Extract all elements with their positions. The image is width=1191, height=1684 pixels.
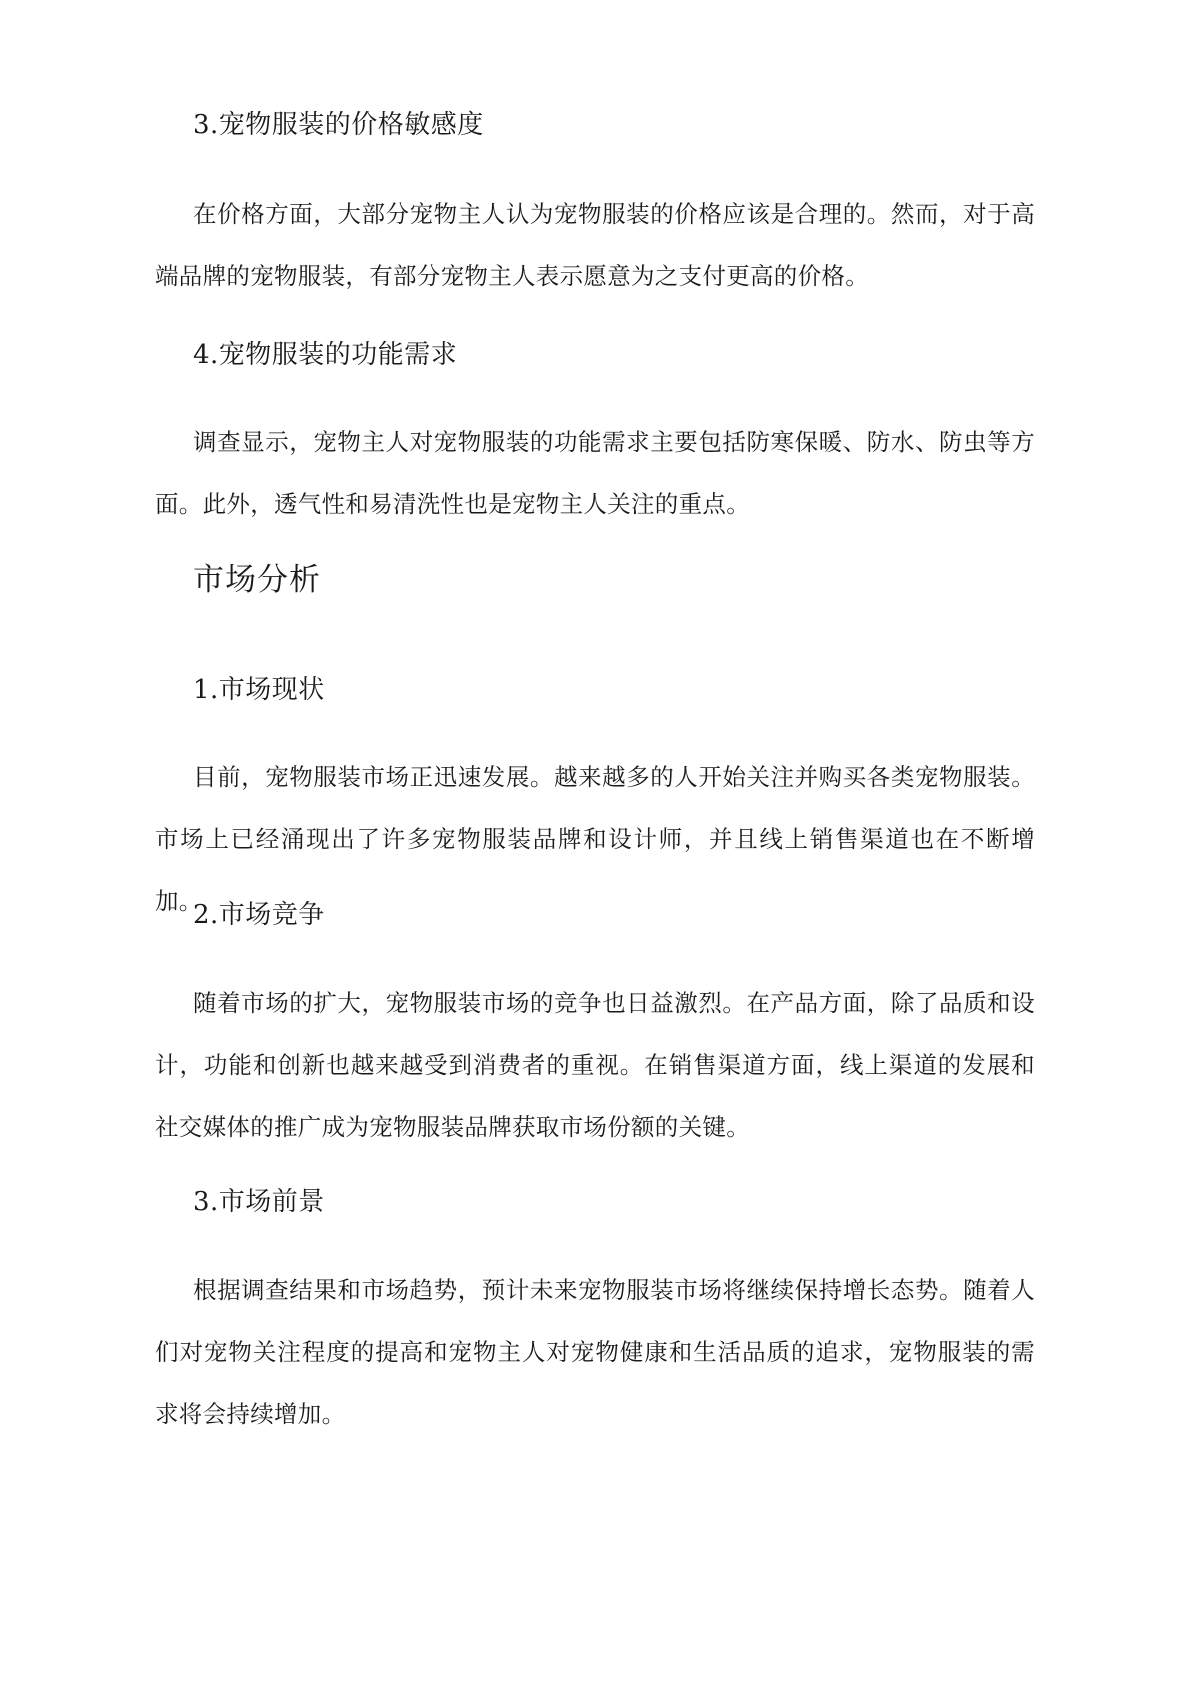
paragraph-market-outlook: 根据调查结果和市场趋势，预计未来宠物服装市场将继续保持增长态势。随着人们对宠物关注程度的提高和宠物主人对宠物健康和生活品质的追求，宠物服装的需求将会持续增加。 xyxy=(155,1276,1035,1428)
subheading-market-status: 1.市场现状 xyxy=(193,675,325,705)
paragraph-market-competition: 随着市场的扩大，宠物服装市场的竞争也日益激烈。在产品方面，除了品质和设计，功能和创新也越来越受到消费者的重视。在销售渠道方面，线上渠道的发展和社交媒体的推广成为宠物服装品牌获取市场份额的关键。 xyxy=(155,989,1035,1141)
section-title-market-analysis: 市场分析 xyxy=(193,562,321,598)
paragraph-market-status: 目前，宠物服装市场正迅速发展。越来越多的人开始关注并购买各类宠物服装。市场上已经涌现出了许多宠物服装品牌和设计师，并且线上销售渠道也在不断增加。 xyxy=(155,763,1035,915)
paragraph-functional-needs: 调查显示，宠物主人对宠物服装的功能需求主要包括防寒保暖、防水、防虫等方面。此外，透气性和易清洗性也是宠物主人关注的重点。 xyxy=(155,428,1035,518)
subheading-market-outlook: 3.市场前景 xyxy=(193,1187,325,1217)
subheading-price-sensitivity: 3.宠物服装的价格敏感度 xyxy=(193,110,484,140)
subheading-market-competition: 2.市场竞争 xyxy=(193,900,325,930)
subheading-functional-needs: 4.宠物服装的功能需求 xyxy=(193,340,458,370)
paragraph-price-sensitivity: 在价格方面，大部分宠物主人认为宠物服装的价格应该是合理的。然而，对于高端品牌的宠物服装，有部分宠物主人表示愿意为之支付更高的价格。 xyxy=(155,200,1035,290)
